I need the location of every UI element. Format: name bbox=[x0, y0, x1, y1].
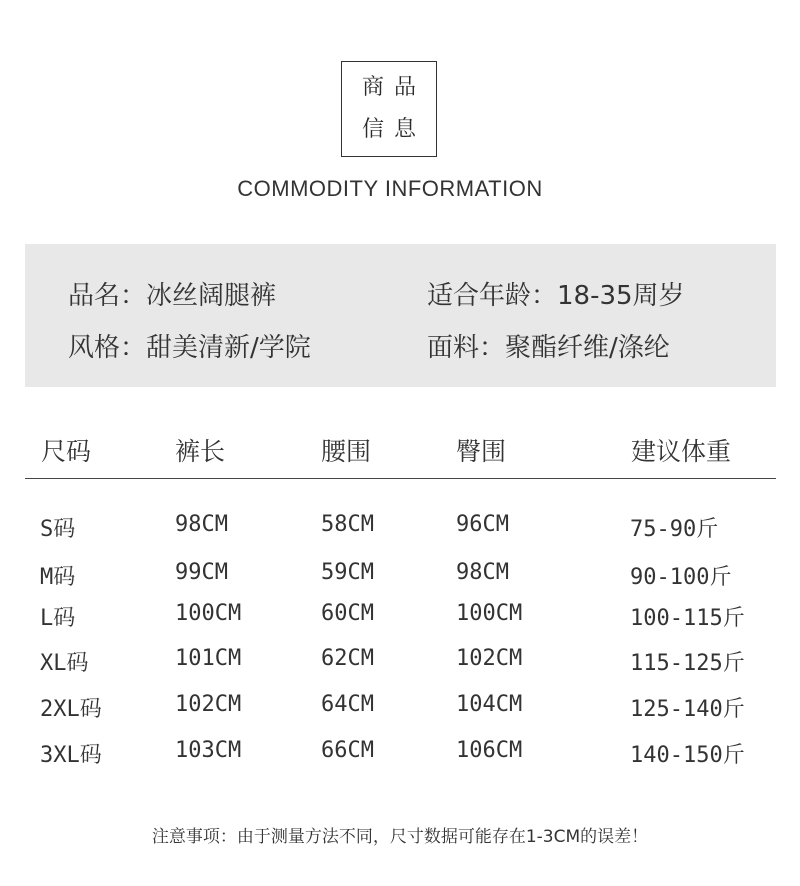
cell-length: 101CM bbox=[175, 646, 242, 671]
table-row bbox=[0, 646, 800, 686]
cell-size: XL码 bbox=[40, 651, 89, 676]
cell-length: 103CM bbox=[175, 738, 242, 763]
cell-weight: 115-125斤 bbox=[630, 651, 745, 676]
cell-hip: 102CM bbox=[456, 646, 523, 671]
cell-length: 100CM bbox=[175, 601, 242, 626]
cell-size: 2XL码 bbox=[40, 697, 102, 722]
cell-waist: 58CM bbox=[321, 512, 374, 537]
info-product-name: 品名：冰丝阔腿裤 bbox=[68, 281, 277, 311]
section-subtitle: COMMODITY INFORMATION bbox=[237, 176, 543, 201]
table-row bbox=[0, 692, 800, 732]
cell-waist: 64CM bbox=[321, 692, 374, 717]
cell-weight: 125-140斤 bbox=[630, 697, 745, 722]
info-style: 风格：甜美清新/学院 bbox=[68, 333, 311, 363]
table-row bbox=[0, 560, 800, 600]
cell-waist: 66CM bbox=[321, 738, 374, 763]
cell-weight: 75-90斤 bbox=[630, 517, 719, 542]
cell-length: 98CM bbox=[175, 512, 228, 537]
cell-waist: 59CM bbox=[321, 560, 374, 585]
cell-length: 102CM bbox=[175, 692, 242, 717]
cell-hip: 96CM bbox=[456, 512, 509, 537]
header-waist: 腰围 bbox=[321, 437, 372, 466]
table-row bbox=[0, 601, 800, 641]
header-size: 尺码 bbox=[41, 437, 92, 466]
header-hip: 臀围 bbox=[456, 437, 507, 466]
cell-waist: 60CM bbox=[321, 601, 374, 626]
cell-weight: 140-150斤 bbox=[630, 743, 745, 768]
cell-waist: 62CM bbox=[321, 646, 374, 671]
cell-hip: 100CM bbox=[456, 601, 523, 626]
cell-hip: 98CM bbox=[456, 560, 509, 585]
cell-hip: 106CM bbox=[456, 738, 523, 763]
section-title-line1: 商品 bbox=[361, 75, 426, 100]
cell-size: L码 bbox=[40, 606, 76, 631]
cell-size: M码 bbox=[40, 565, 76, 590]
cell-weight: 90-100斤 bbox=[630, 565, 732, 590]
cell-weight: 100-115斤 bbox=[630, 606, 745, 631]
section-title-line2: 信息 bbox=[361, 117, 426, 142]
info-age: 适合年龄：18-35周岁 bbox=[427, 281, 685, 311]
size-table-header bbox=[25, 420, 776, 479]
info-fabric: 面料：聚酯纤维/涤纶 bbox=[427, 333, 670, 363]
section-title-box bbox=[341, 61, 437, 157]
info-panel bbox=[25, 244, 776, 387]
header-length: 裤长 bbox=[175, 437, 226, 466]
cell-size: 3XL码 bbox=[40, 743, 102, 768]
cell-size: S码 bbox=[40, 517, 76, 542]
cell-hip: 104CM bbox=[456, 692, 523, 717]
header-weight: 建议体重 bbox=[631, 437, 732, 466]
table-row bbox=[0, 512, 800, 552]
cell-length: 99CM bbox=[175, 560, 228, 585]
table-row bbox=[0, 738, 800, 778]
measurement-note: 注意事项：由于测量方法不同，尺寸数据可能存在1-3CM的误差！ bbox=[151, 827, 649, 847]
